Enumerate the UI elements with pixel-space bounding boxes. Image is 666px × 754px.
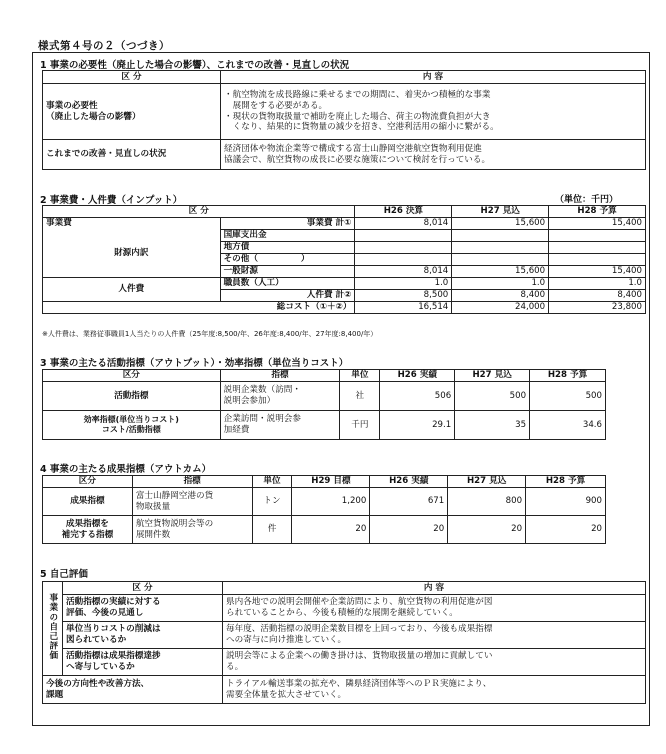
col-header-year: H27 見込 <box>448 476 526 488</box>
zaigen-row-label: 地方債 <box>220 242 355 254</box>
evaluation-row-content: 説明会等による企業への働き掛けは、貨物取扱量の増加に貢献してい る。 <box>223 649 646 676</box>
form-title: 様式第４号の２（つづき） <box>38 40 170 52</box>
cost-value <box>452 254 549 266</box>
cost-value <box>355 242 452 254</box>
evaluation-row-content: 毎年度、活動指標の説明企業数目標を上回っており、今後も成果指標 への寄与に向け推進していく。 <box>223 622 646 649</box>
cost-value <box>355 254 452 266</box>
necessity-table <box>42 70 646 170</box>
cost-header-year: H27 見込 <box>452 206 549 218</box>
col-header-kubun: 区 分 <box>43 71 221 84</box>
cost-value <box>549 254 646 266</box>
zaigen-label: 財源内訳 <box>43 230 221 278</box>
col-header-year: H27 見込 <box>455 370 530 382</box>
zaigen-row-label: 一般財源 <box>220 266 355 278</box>
improvement-label: これまでの改善・見直しの状況 <box>43 140 221 170</box>
cost-value: 15,400 <box>549 266 646 278</box>
indicator-value: 20 <box>526 516 606 544</box>
cost-value: 16,514 <box>355 302 452 314</box>
self-evaluation-side-cell <box>43 582 63 676</box>
shokuin-label: 職員数（人工） <box>220 278 355 290</box>
activity-indicator-label: 活動指標 <box>43 382 221 411</box>
section-5-title: 5 自己評価 <box>40 569 88 580</box>
unit-value: 件 <box>252 516 292 544</box>
col-header-naiyou: 内 容 <box>221 71 646 84</box>
indicator-value: 20 <box>448 516 526 544</box>
zaigen-row-label: その他（ ） <box>220 254 355 266</box>
indicator-value: 20 <box>370 516 448 544</box>
col-header-naiyou: 内 容 <box>223 582 646 595</box>
cost-value: 23,800 <box>549 302 646 314</box>
activity-table <box>42 369 606 440</box>
self-evaluation-side-label: 事業の自己評価 <box>47 593 58 661</box>
indicator-value: 900 <box>526 488 606 516</box>
evaluation-row-label: 単位当りコストの削減は 図られているか <box>63 622 223 649</box>
activity-indicator-name: 説明企業数（訪問・ 説明会参加） <box>220 382 340 411</box>
indicator-value: 1,200 <box>292 488 370 516</box>
indicator-value: 29.1 <box>380 411 455 440</box>
evaluation-row-content: 県内各地での説明会開催や企業訪問により、航空貨物の利用促進が図 られていることから、今後も積極的な展開を継続していく。 <box>223 595 646 622</box>
col-header-shihyou: 指標 <box>132 476 252 488</box>
zaigen-row-label: 国庫支出金 <box>220 230 355 242</box>
cost-value: 15,400 <box>549 218 646 230</box>
future-direction-label: 今後の方向性や改善方法、 課題 <box>43 676 223 704</box>
section-3-title: 3 事業の主たる活動指標（アウトプット）・効率指標（単位当りコスト） <box>40 358 349 369</box>
cost-value: 8,400 <box>549 290 646 302</box>
evaluation-row-label: 活動指標は成果指標達捗 へ寄与しているか <box>63 649 223 676</box>
col-header-year: H26 実績 <box>380 370 455 382</box>
cost-value <box>549 242 646 254</box>
indicator-value: 500 <box>530 382 606 411</box>
cost-value <box>452 242 549 254</box>
indicator-value: 800 <box>448 488 526 516</box>
cost-value: 15,600 <box>452 266 549 278</box>
improvement-content: 経済団体や物流企業等で構成する富士山静岡空港航空貨物利用促進 協議会で、航空貨物の成長に必要な施策について検討を行っている。 <box>221 140 646 170</box>
cost-value: 1.0 <box>355 278 452 290</box>
total-cost-label: 総コスト（①＋②） <box>43 302 355 314</box>
cost-header-year: H28 予算 <box>549 206 646 218</box>
section-4-title: 4 事業の主たる成果指標（アウトカム） <box>40 464 212 475</box>
cost-header-year: H26 決算 <box>355 206 452 218</box>
col-header-year: H28 予算 <box>530 370 606 382</box>
col-header-tani: 単位 <box>340 370 380 382</box>
cost-value: 8,500 <box>355 290 452 302</box>
efficiency-indicator-name: 企業訪問・説明会参 加経費 <box>220 411 340 440</box>
col-header-year: H26 実績 <box>370 476 448 488</box>
unit-value: 社 <box>340 382 380 411</box>
cost-value <box>355 230 452 242</box>
indicator-value: 35 <box>455 411 530 440</box>
outcome-table <box>42 475 606 544</box>
efficiency-indicator-label: 効率指標(単位当りコスト) コスト/活動指標 <box>43 411 221 440</box>
jinkenhi-label: 人件費 <box>43 278 221 302</box>
indicator-value: 500 <box>455 382 530 411</box>
unit-value: トン <box>252 488 292 516</box>
personnel-cost-note: ※人件費は、業務従事職員1人当たりの人件費（25年度:8,500/年、26年度:8,400/年、27年度:8,400/年） <box>42 330 378 338</box>
col-header-year: H29 目標 <box>292 476 370 488</box>
jinkenhi-total-label: 人件費 計② <box>220 290 355 302</box>
indicator-value: 34.6 <box>530 411 606 440</box>
evaluation-row-label: 活動指標の実績に対する 評価、今後の見通し <box>63 595 223 622</box>
section-2-title: 2 事業費・人件費（インプット） <box>40 195 183 206</box>
cost-value: 8,400 <box>452 290 549 302</box>
necessity-content: ・航空物流を成長路線に乗せるまでの期間に、着実かつ積極的な事業 展開をする必要がある。 ・現状の貨物取扱量で補助を廃止した場合、荷主の物流費負担が大き くなり、結果的に貨物量の減少を招き、空港利活用の縮小に繋がる。 <box>221 84 646 140</box>
jigyouhi-label: 事業費 <box>43 218 221 230</box>
section-1-title: 1 事業の必要性（廃止した場合の影響）、これまでの改善・見直しの状況 <box>40 60 350 71</box>
outcome-indicator-label: 成果指標 <box>43 488 133 516</box>
indicator-value: 671 <box>370 488 448 516</box>
cost-value: 24,000 <box>452 302 549 314</box>
cost-value: 8,014 <box>355 266 452 278</box>
col-header-kubun: 区分 <box>43 370 221 382</box>
col-header-kubun: 区 分 <box>63 582 223 595</box>
col-header-kubun: 区分 <box>43 476 133 488</box>
jigyouhi-total-label: 事業費 計① <box>220 218 355 230</box>
unit-label: （単位：千円） <box>555 195 619 205</box>
indicator-value: 20 <box>292 516 370 544</box>
necessity-label: 事業の必要性 （廃止した場合の影響） <box>43 84 221 140</box>
cost-value: 8,014 <box>355 218 452 230</box>
cost-value: 15,600 <box>452 218 549 230</box>
col-header-year: H28 予算 <box>526 476 606 488</box>
cost-table <box>42 205 646 314</box>
future-direction-content: トライアル輸送事業の拡充や、隣県経済団体等へのＰＲ実施により、 需要全体量を拡大させていく。 <box>223 676 646 704</box>
cost-value: 1.0 <box>549 278 646 290</box>
cost-value <box>452 230 549 242</box>
cost-value: 1.0 <box>452 278 549 290</box>
supplementary-indicator-label: 成果指標を 補完する指標 <box>43 516 133 544</box>
cost-header-kubun: 区 分 <box>43 206 355 218</box>
supplementary-indicator-name: 航空貨物説明会等の 展開件数 <box>132 516 252 544</box>
unit-value: 千円 <box>340 411 380 440</box>
indicator-value: 506 <box>380 382 455 411</box>
col-header-tani: 単位 <box>252 476 292 488</box>
self-evaluation-table <box>42 581 646 704</box>
cost-value <box>549 230 646 242</box>
outcome-indicator-name: 富士山静岡空港の貨 物取扱量 <box>132 488 252 516</box>
col-header-shihyou: 指標 <box>220 370 340 382</box>
